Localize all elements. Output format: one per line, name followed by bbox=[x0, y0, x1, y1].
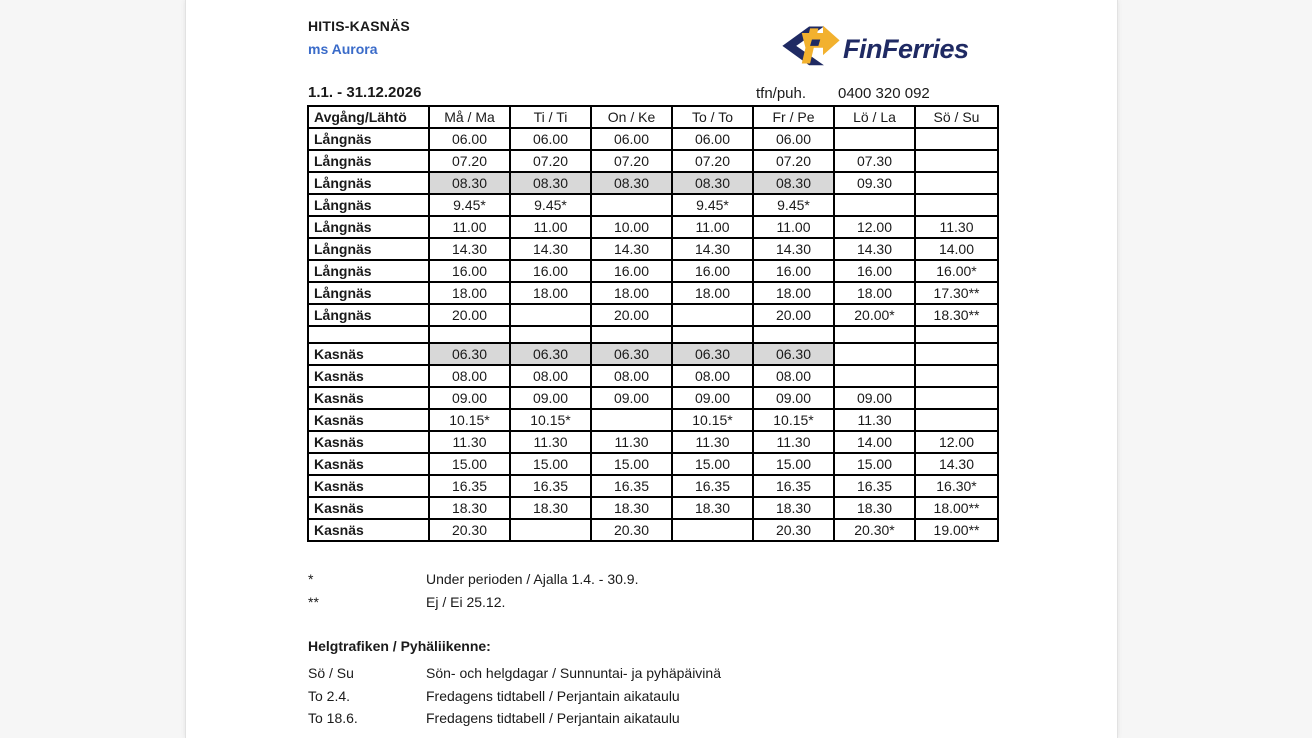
timetable-row bbox=[308, 304, 998, 326]
time-cell bbox=[915, 387, 998, 409]
time-cell bbox=[429, 326, 510, 343]
departure-label: Långnäs bbox=[308, 238, 429, 260]
departure-label bbox=[308, 326, 429, 343]
departure-label: Kasnäs bbox=[308, 387, 429, 409]
time-cell: 9.45* bbox=[753, 194, 834, 216]
column-header-day: Sö / Su bbox=[915, 106, 998, 128]
time-cell: 18.00 bbox=[753, 282, 834, 304]
time-cell: 16.00 bbox=[672, 260, 753, 282]
departure-label: Långnäs bbox=[308, 216, 429, 238]
time-cell: 18.30 bbox=[591, 497, 672, 519]
time-cell: 07.20 bbox=[753, 150, 834, 172]
time-cell bbox=[915, 365, 998, 387]
time-cell: 14.30 bbox=[915, 453, 998, 475]
timetable-row bbox=[308, 194, 998, 216]
time-cell: 07.20 bbox=[672, 150, 753, 172]
time-cell: 9.45* bbox=[672, 194, 753, 216]
time-cell bbox=[834, 128, 915, 150]
holiday-traffic-row bbox=[308, 685, 721, 708]
column-header-day: Fr / Pe bbox=[753, 106, 834, 128]
timetable-row bbox=[308, 519, 998, 541]
time-cell: 20.30 bbox=[429, 519, 510, 541]
time-cell bbox=[672, 304, 753, 326]
time-cell: 09.00 bbox=[429, 387, 510, 409]
time-cell: 09.00 bbox=[672, 387, 753, 409]
timetable-row bbox=[308, 431, 998, 453]
time-cell: 11.00 bbox=[753, 216, 834, 238]
time-cell: 15.00 bbox=[672, 453, 753, 475]
time-cell: 06.00 bbox=[591, 128, 672, 150]
time-cell: 08.00 bbox=[510, 365, 591, 387]
timetable-row bbox=[308, 365, 998, 387]
departure-label: Kasnäs bbox=[308, 409, 429, 431]
departure-label: Långnäs bbox=[308, 304, 429, 326]
time-cell: 11.30 bbox=[429, 431, 510, 453]
time-cell: 06.30 bbox=[753, 343, 834, 365]
footnote-symbol: * bbox=[308, 571, 314, 587]
time-cell: 16.35 bbox=[672, 475, 753, 497]
column-header-departure: Avgång/Lähtö bbox=[308, 106, 429, 128]
time-cell: 10.15* bbox=[510, 409, 591, 431]
phone-number: 0400 320 092 bbox=[838, 85, 930, 102]
time-cell: 08.30 bbox=[591, 172, 672, 194]
time-cell: 06.30 bbox=[591, 343, 672, 365]
time-cell: 16.35 bbox=[429, 475, 510, 497]
time-cell bbox=[915, 343, 998, 365]
time-cell: 18.00** bbox=[915, 497, 998, 519]
document-page bbox=[185, 0, 1118, 738]
time-cell: 06.30 bbox=[510, 343, 591, 365]
time-cell: 16.00 bbox=[753, 260, 834, 282]
time-cell bbox=[915, 172, 998, 194]
timetable-header-row bbox=[308, 106, 998, 128]
time-cell: 07.20 bbox=[510, 150, 591, 172]
timetable-row bbox=[308, 282, 998, 304]
time-cell: 16.35 bbox=[510, 475, 591, 497]
route-title: HITIS-KASNÄS bbox=[308, 18, 410, 34]
holiday-traffic-row bbox=[308, 707, 721, 730]
time-cell: 08.00 bbox=[429, 365, 510, 387]
time-cell bbox=[510, 304, 591, 326]
time-cell: 06.30 bbox=[672, 343, 753, 365]
time-cell: 15.00 bbox=[591, 453, 672, 475]
timetable-row bbox=[308, 497, 998, 519]
time-cell: 16.35 bbox=[591, 475, 672, 497]
time-cell: 18.30 bbox=[834, 497, 915, 519]
timetable-row bbox=[308, 260, 998, 282]
time-cell: 18.30** bbox=[915, 304, 998, 326]
time-cell: 11.30 bbox=[591, 431, 672, 453]
finferries-logo bbox=[781, 20, 971, 70]
time-cell: 16.30* bbox=[915, 475, 998, 497]
time-cell: 20.00* bbox=[834, 304, 915, 326]
holiday-traffic-label: To 2.4. bbox=[308, 687, 351, 704]
time-cell: 14.30 bbox=[591, 238, 672, 260]
departure-label: Långnäs bbox=[308, 172, 429, 194]
timetable-row bbox=[308, 343, 998, 365]
departure-label: Kasnäs bbox=[308, 453, 429, 475]
departure-label: Långnäs bbox=[308, 260, 429, 282]
holiday-traffic-heading: Helgtrafiken / Pyhäliikenne: bbox=[308, 638, 491, 654]
time-cell: 19.00** bbox=[915, 519, 998, 541]
time-cell: 20.30 bbox=[591, 519, 672, 541]
departure-label: Kasnäs bbox=[308, 343, 429, 365]
column-header-day: On / Ke bbox=[591, 106, 672, 128]
time-cell: 08.00 bbox=[672, 365, 753, 387]
time-cell: 14.30 bbox=[834, 238, 915, 260]
time-cell: 14.30 bbox=[672, 238, 753, 260]
time-cell: 10.00 bbox=[591, 216, 672, 238]
time-cell bbox=[915, 150, 998, 172]
timetable bbox=[307, 105, 999, 542]
footnote-text: Under perioden / Ajalla 1.4. - 30.9. bbox=[426, 571, 639, 587]
holiday-traffic-text: Sön- och helgdagar / Sunnuntai- ja pyhäpäivinä bbox=[426, 665, 721, 681]
time-cell: 15.00 bbox=[834, 453, 915, 475]
time-cell: 11.30 bbox=[510, 431, 591, 453]
time-cell: 15.00 bbox=[753, 453, 834, 475]
time-cell: 16.00 bbox=[429, 260, 510, 282]
time-cell bbox=[834, 365, 915, 387]
time-cell: 09.00 bbox=[753, 387, 834, 409]
time-cell: 08.30 bbox=[510, 172, 591, 194]
time-cell: 14.30 bbox=[510, 238, 591, 260]
time-cell: 06.00 bbox=[510, 128, 591, 150]
time-cell: 16.00* bbox=[915, 260, 998, 282]
time-cell: 08.00 bbox=[591, 365, 672, 387]
time-cell: 16.00 bbox=[591, 260, 672, 282]
time-cell: 07.20 bbox=[429, 150, 510, 172]
time-cell: 17.30** bbox=[915, 282, 998, 304]
time-cell: 18.00 bbox=[672, 282, 753, 304]
time-cell bbox=[915, 128, 998, 150]
time-cell bbox=[672, 326, 753, 343]
time-cell: 10.15* bbox=[672, 409, 753, 431]
departure-label: Långnäs bbox=[308, 128, 429, 150]
column-header-day: Ti / Ti bbox=[510, 106, 591, 128]
time-cell: 15.00 bbox=[429, 453, 510, 475]
time-cell bbox=[915, 409, 998, 431]
time-cell bbox=[915, 326, 998, 343]
time-cell: 18.00 bbox=[510, 282, 591, 304]
time-cell: 09.00 bbox=[834, 387, 915, 409]
time-cell: 16.00 bbox=[510, 260, 591, 282]
time-cell: 16.35 bbox=[834, 475, 915, 497]
time-cell: 20.30 bbox=[753, 519, 834, 541]
departure-label: Kasnäs bbox=[308, 519, 429, 541]
time-cell bbox=[672, 519, 753, 541]
time-cell: 11.00 bbox=[672, 216, 753, 238]
column-header-day: Må / Ma bbox=[429, 106, 510, 128]
column-header-day: To / To bbox=[672, 106, 753, 128]
time-cell bbox=[510, 326, 591, 343]
time-cell bbox=[753, 326, 834, 343]
time-cell: 09.00 bbox=[591, 387, 672, 409]
timetable-row bbox=[308, 128, 998, 150]
time-cell bbox=[591, 409, 672, 431]
time-cell: 06.00 bbox=[672, 128, 753, 150]
holiday-traffic-text: Fredagens tidtabell / Perjantain aikataulu bbox=[426, 687, 680, 704]
time-cell: 08.30 bbox=[672, 172, 753, 194]
time-cell: 09.00 bbox=[510, 387, 591, 409]
time-cell: 16.35 bbox=[753, 475, 834, 497]
time-cell: 15.00 bbox=[510, 453, 591, 475]
validity-period: 1.1. - 31.12.2026 bbox=[308, 84, 422, 101]
holiday-traffic-text: Fredagens tidtabell / Perjantain aikataulu bbox=[426, 710, 680, 726]
time-cell: 12.00 bbox=[834, 216, 915, 238]
time-cell: 18.30 bbox=[753, 497, 834, 519]
time-cell: 11.30 bbox=[672, 431, 753, 453]
timetable-spacer-row bbox=[308, 326, 998, 343]
time-cell: 14.00 bbox=[915, 238, 998, 260]
time-cell bbox=[591, 326, 672, 343]
time-cell: 06.00 bbox=[429, 128, 510, 150]
timetable-row bbox=[308, 150, 998, 172]
time-cell: 11.30 bbox=[834, 409, 915, 431]
time-cell: 14.00 bbox=[834, 431, 915, 453]
departure-label: Långnäs bbox=[308, 150, 429, 172]
departure-label: Kasnäs bbox=[308, 365, 429, 387]
time-cell bbox=[591, 194, 672, 216]
vessel-name: ms Aurora bbox=[308, 41, 378, 57]
finferries-logo-mark-icon bbox=[781, 21, 841, 69]
time-cell: 9.45* bbox=[510, 194, 591, 216]
footnote-row bbox=[308, 591, 638, 614]
departure-label: Kasnäs bbox=[308, 497, 429, 519]
time-cell: 06.00 bbox=[753, 128, 834, 150]
time-cell bbox=[510, 519, 591, 541]
time-cell bbox=[915, 194, 998, 216]
footnote-symbol: ** bbox=[308, 594, 319, 610]
holiday-traffic-section bbox=[308, 638, 721, 730]
timetable-row bbox=[308, 475, 998, 497]
time-cell: 18.00 bbox=[429, 282, 510, 304]
time-cell: 11.30 bbox=[753, 431, 834, 453]
holiday-traffic-label: Sö / Su bbox=[308, 665, 354, 681]
time-cell: 08.30 bbox=[429, 172, 510, 194]
time-cell: 14.30 bbox=[429, 238, 510, 260]
time-cell: 9.45* bbox=[429, 194, 510, 216]
timetable-row bbox=[308, 172, 998, 194]
departure-label: Kasnäs bbox=[308, 475, 429, 497]
footnotes bbox=[308, 568, 638, 614]
time-cell: 07.20 bbox=[591, 150, 672, 172]
time-cell: 11.00 bbox=[429, 216, 510, 238]
departure-label: Långnäs bbox=[308, 282, 429, 304]
time-cell: 18.30 bbox=[510, 497, 591, 519]
time-cell: 07.30 bbox=[834, 150, 915, 172]
time-cell: 20.00 bbox=[753, 304, 834, 326]
timetable-row bbox=[308, 387, 998, 409]
time-cell: 08.00 bbox=[753, 365, 834, 387]
departure-label: Långnäs bbox=[308, 194, 429, 216]
time-cell: 06.30 bbox=[429, 343, 510, 365]
holiday-traffic-label: To 18.6. bbox=[308, 710, 358, 726]
time-cell: 18.00 bbox=[834, 282, 915, 304]
time-cell: 10.15* bbox=[429, 409, 510, 431]
footnote-row bbox=[308, 568, 638, 591]
departure-label: Kasnäs bbox=[308, 431, 429, 453]
time-cell: 10.15* bbox=[753, 409, 834, 431]
column-header-day: Lö / La bbox=[834, 106, 915, 128]
time-cell: 12.00 bbox=[915, 431, 998, 453]
time-cell: 20.00 bbox=[429, 304, 510, 326]
timetable-row bbox=[308, 216, 998, 238]
time-cell: 20.30* bbox=[834, 519, 915, 541]
time-cell: 18.30 bbox=[429, 497, 510, 519]
time-cell: 11.30 bbox=[915, 216, 998, 238]
timetable-row bbox=[308, 238, 998, 260]
time-cell: 20.00 bbox=[591, 304, 672, 326]
time-cell bbox=[834, 326, 915, 343]
finferries-logo-text: FinFerries bbox=[843, 33, 969, 64]
time-cell bbox=[834, 343, 915, 365]
timetable-row bbox=[308, 453, 998, 475]
holiday-traffic-row bbox=[308, 662, 721, 685]
footnote-text: Ej / Ei 25.12. bbox=[426, 594, 506, 610]
time-cell: 16.00 bbox=[834, 260, 915, 282]
time-cell: 11.00 bbox=[510, 216, 591, 238]
time-cell: 09.30 bbox=[834, 172, 915, 194]
timetable-row bbox=[308, 409, 998, 431]
phone-label: tfn/puh. bbox=[756, 85, 807, 102]
time-cell: 18.30 bbox=[672, 497, 753, 519]
time-cell: 18.00 bbox=[591, 282, 672, 304]
time-cell: 08.30 bbox=[753, 172, 834, 194]
time-cell bbox=[834, 194, 915, 216]
time-cell: 14.30 bbox=[753, 238, 834, 260]
